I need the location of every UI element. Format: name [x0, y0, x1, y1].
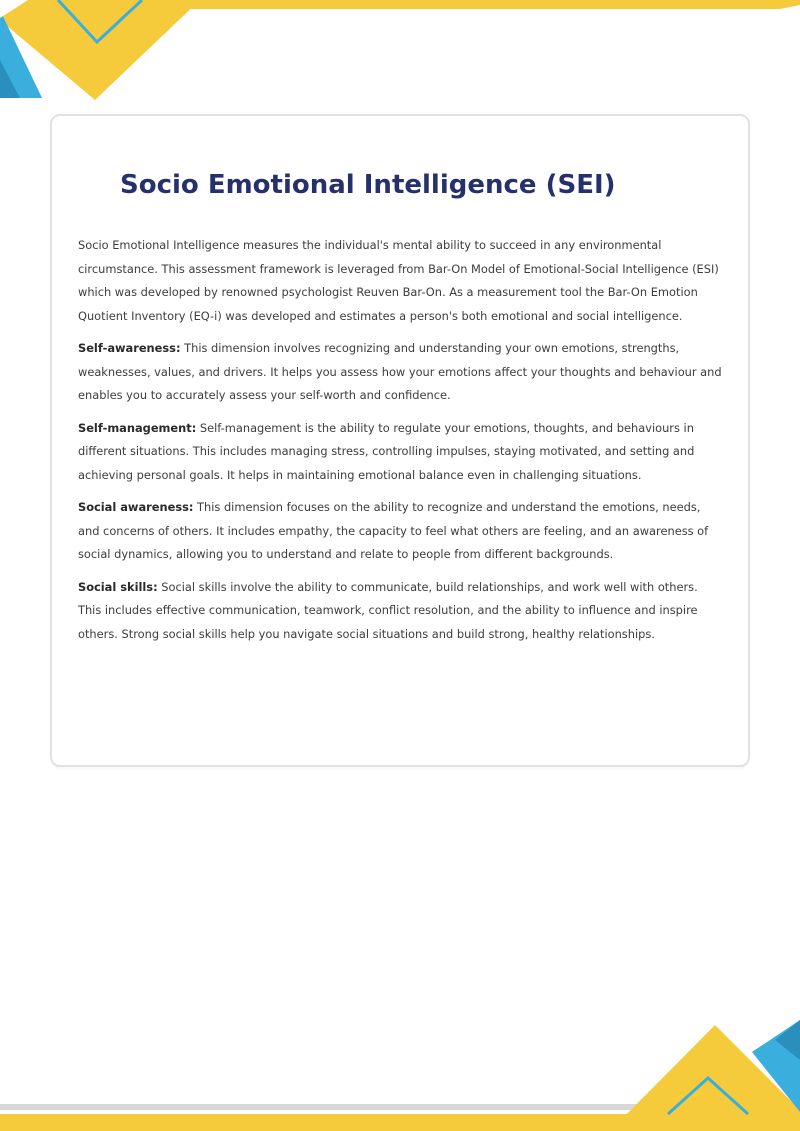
section-social-skills [78, 576, 722, 647]
section-self-awareness [78, 337, 722, 408]
bottom-shadow [0, 1104, 640, 1110]
bottom-right-yellow-chevron [610, 1025, 800, 1131]
section-text: This dimension focuses on the ability to recognize and understand the emotions, needs, and concerns of others. It includes empathy, the capacity to feel what others are feeling, and an awareness of social dynamics, allowing you to understand and relate to people from different backgrounds. [78, 500, 709, 561]
section-text: This dimension involves recognizing and understanding your own emotions, strengths, weaknesses, values, and drivers. It helps you assess how your emotions affect your thoughts and behaviour and enables you to accurately assess your self-worth and confidence. [78, 341, 722, 402]
bottom-right-blue-triangle [752, 1020, 800, 1112]
section-self-management [78, 417, 722, 488]
page-title: Socio Emotional Intelligence (SEI) [120, 170, 616, 200]
section-text: Social skills involve the ability to communicate, build relationships, and work well with others. This includes effective communication, teamwork, conflict resolution, and the ability to influence and inspire others. Strong social skills help you navigate social situations and build strong, healthy relationships. [78, 579, 698, 641]
section-heading: Social awareness: [78, 500, 194, 514]
section-text: Self-management is the ability to regulate your emotions, thoughts, and behaviours in different situations. This includes managing stress, controlling impulses, staying motivated, and setting and achieving personal goals. It helps in maintaining emotional balance even in challenging situations. [78, 420, 695, 482]
section-social-awareness [78, 496, 722, 567]
bottom-right-blue-line [668, 1078, 748, 1114]
top-left-blue-triangle [0, 10, 42, 98]
intro-paragraph: Socio Emotional Intelligence measures the individual's mental ability to succeed in any environmental circumstance. This assessment framework is leveraged from Bar-On Model of Emotional-Social Intelligence (ESI) which was developed by renowned psychologist Reuven Bar-On. As a measurement tool the Bar-On Emotion Quotient Inventory (EQ-i) was developed and estimates a person's both emotional and social intelligence. [78, 238, 719, 323]
section-heading: Self-awareness: [78, 341, 181, 355]
top-left-yellow-chevron [0, 0, 200, 100]
section-heading: Social skills: [78, 579, 158, 594]
top-left-blue-shade [0, 60, 20, 98]
bottom-yellow-band [0, 1114, 800, 1131]
top-yellow-band [150, 0, 800, 9]
content-card [50, 114, 750, 767]
top-left-blue-line [58, 0, 142, 42]
section-heading: Self-management: [78, 420, 197, 435]
